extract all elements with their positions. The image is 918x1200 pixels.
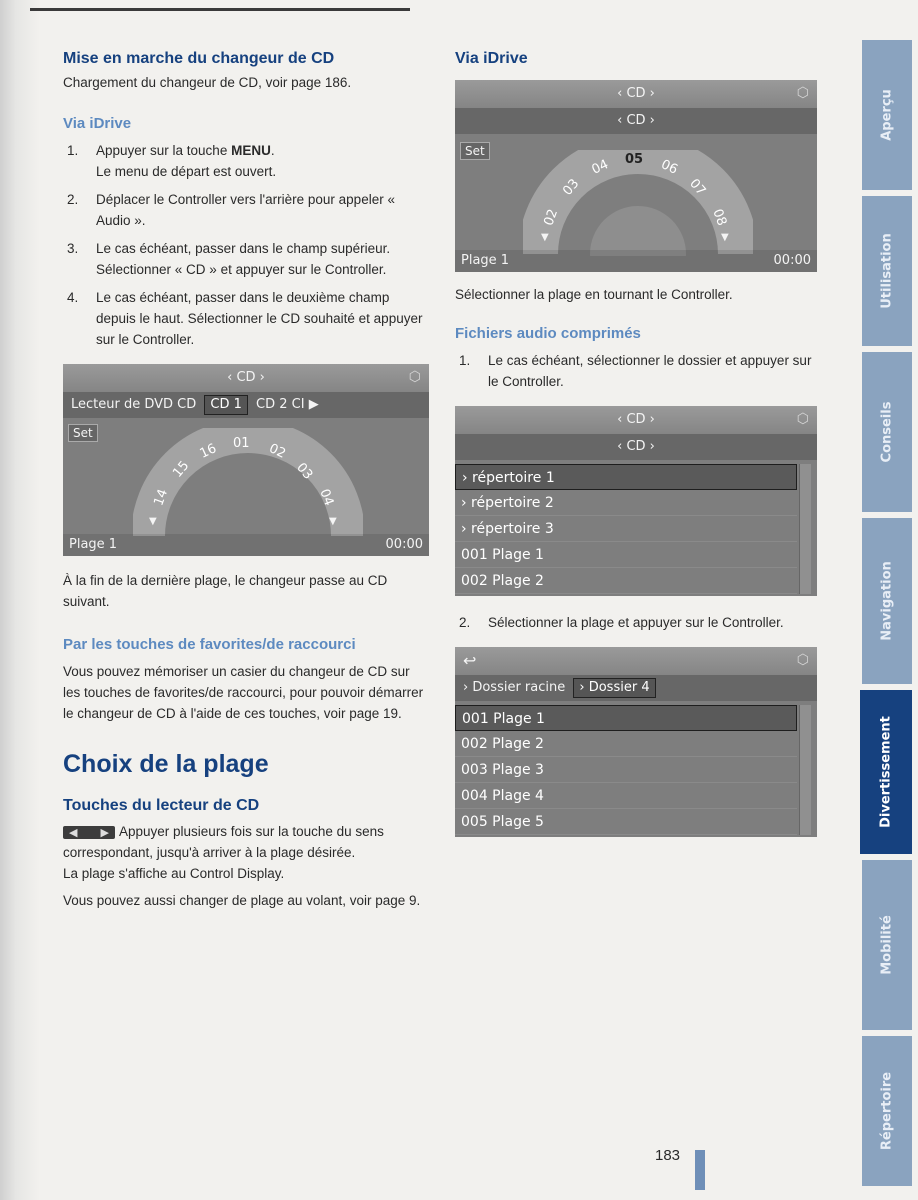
root-folder-crumb[interactable]: › Dossier racine bbox=[463, 680, 566, 695]
screen-top-bar: ‹ CD › bbox=[455, 406, 817, 434]
screen-top-bar: ‹ CD › bbox=[455, 80, 817, 108]
source-bar: ‹ CD › bbox=[455, 434, 817, 460]
track-label: 02 bbox=[541, 207, 562, 228]
menu-key-label: MENU bbox=[231, 143, 271, 158]
tab-navigation[interactable]: Navigation bbox=[862, 518, 912, 684]
page-number-bar bbox=[695, 1150, 705, 1190]
page-number: 183 bbox=[655, 1147, 681, 1164]
step-1: 1. Appuyer sur la touche MENU. Le menu de départ est ouvert. bbox=[67, 143, 277, 179]
controller-icon: ⬡ bbox=[796, 411, 809, 427]
list-scrollbar[interactable] bbox=[799, 464, 811, 594]
track-label: 01 bbox=[233, 436, 250, 451]
track-label: 03 bbox=[293, 460, 316, 483]
track-label: 04 bbox=[589, 157, 611, 178]
page-section-title: Choix de la plage bbox=[63, 750, 269, 778]
track-list bbox=[455, 705, 797, 835]
track-label: 15 bbox=[170, 458, 193, 481]
controller-icon: ⬡ bbox=[796, 652, 809, 668]
section-title-cd-changer: Mise en marche du changeur de CD bbox=[63, 50, 335, 67]
caption-next-cd: À la fin de la dernière plage, le changeur passe au CD suivant. bbox=[63, 573, 388, 609]
screen-footer bbox=[63, 534, 429, 556]
list-item-track[interactable]: 003 Plage 3 bbox=[455, 757, 797, 783]
arrow-left-icon: ▼ bbox=[149, 516, 157, 527]
list-item-track[interactable]: 001 Plage 1 bbox=[455, 705, 797, 731]
source-bar: Lecteur de DVD CD CD 1 CD 2 CI ▶ bbox=[63, 392, 429, 418]
tab-conseils[interactable]: Conseils bbox=[862, 352, 912, 512]
compressed-step-2: 2. Sélectionner la plage et appuyer sur le Controller. bbox=[459, 615, 784, 630]
list-item-track[interactable]: 005 Plage 5 bbox=[455, 809, 797, 835]
track-time: 00:00 bbox=[773, 253, 811, 268]
controller-icon: ⬡ bbox=[796, 85, 809, 101]
screen-footer bbox=[455, 250, 817, 272]
step-4: 4. Le cas échéant, passer dans le deuxième champ depuis le haut. Sélectionner le CD souhaité et appuyer sur le Controller. bbox=[67, 290, 423, 347]
favorites-text: Vous pouvez mémoriser un casier du changeur de CD sur les touches de favorites/de raccourci, pour pouvoir démarrer le changeur de CD à l'aide de ces touches, voir page 19. bbox=[63, 664, 424, 721]
source-bar: ‹ CD › bbox=[455, 108, 817, 134]
caption-turn-controller: Sélectionner la plage en tournant le Controller. bbox=[455, 287, 733, 302]
compressed-steps-list bbox=[455, 350, 825, 392]
tab-utilisation[interactable]: Utilisation bbox=[862, 196, 912, 346]
list-scrollbar[interactable] bbox=[799, 705, 811, 835]
right-column bbox=[455, 50, 825, 837]
current-folder-crumb[interactable]: › Dossier 4 bbox=[573, 678, 655, 698]
tab-divertissement[interactable]: Divertissement bbox=[860, 690, 912, 854]
current-track: Plage 1 bbox=[69, 537, 118, 552]
track-label: 16 bbox=[197, 441, 219, 462]
control-display-text: La plage s'affiche au Control Display. bbox=[63, 866, 285, 881]
arrow-right-icon: ▼ bbox=[721, 232, 729, 243]
arrow-right-icon: ▼ bbox=[329, 516, 337, 527]
track-label: 07 bbox=[686, 176, 709, 199]
track-label: 02 bbox=[266, 441, 288, 462]
list-item-folder[interactable]: › répertoire 1 bbox=[455, 464, 797, 490]
cd1-selected-pill: CD 1 bbox=[204, 395, 248, 415]
via-idrive-heading-right: Via iDrive bbox=[455, 50, 528, 67]
list-item-folder[interactable]: › répertoire 3 bbox=[455, 516, 797, 542]
list-item-track[interactable]: 002 Plage 2 bbox=[455, 731, 797, 757]
track-label: 04 bbox=[316, 487, 337, 508]
folder-list bbox=[455, 464, 797, 594]
track-label: 06 bbox=[658, 157, 680, 178]
track-label: 14 bbox=[151, 487, 172, 508]
back-icon[interactable]: ↩ bbox=[455, 647, 817, 675]
list-item-track[interactable]: 004 Plage 4 bbox=[455, 783, 797, 809]
tab-repertoire[interactable]: Répertoire bbox=[862, 1036, 912, 1186]
cd-keys-text: ◀ ▶ Appuyer plusieurs fois sur la touche du sens correspondant, jusqu'à arriver à la plage désirée. bbox=[63, 824, 384, 860]
compressed-steps-list-2 bbox=[455, 612, 825, 633]
tab-apercu[interactable]: Aperçu bbox=[862, 40, 912, 190]
idrive-screen-folders bbox=[455, 406, 817, 596]
top-rule bbox=[30, 8, 410, 11]
cd-keys-heading: Touches du lecteur de CD bbox=[63, 797, 260, 814]
set-label: Set bbox=[460, 142, 490, 160]
skip-buttons-icon: ◀ ▶ bbox=[63, 826, 115, 839]
compressed-step-1: 1. Le cas échéant, sélectionner le dossier et appuyer sur le Controller. bbox=[459, 353, 812, 389]
steering-wheel-text: Vous pouvez aussi changer de plage au volant, voir page 9. bbox=[63, 893, 421, 908]
track-time: 00:00 bbox=[385, 537, 423, 552]
idrive-screen-tracks bbox=[455, 647, 817, 837]
favorites-heading: Par les touches de favorites/de raccourci bbox=[63, 636, 356, 653]
controller-icon: ⬡ bbox=[408, 369, 421, 385]
page-spine-shadow bbox=[0, 0, 40, 1200]
idrive-steps-list bbox=[63, 140, 429, 350]
via-idrive-heading: Via iDrive bbox=[63, 115, 132, 132]
list-item-track[interactable]: 002 Plage 2 bbox=[455, 568, 797, 594]
screen-top-bar: ‹ CD › bbox=[63, 364, 429, 392]
list-item-track[interactable]: 001 Plage 1 bbox=[455, 542, 797, 568]
track-label: 03 bbox=[560, 176, 583, 199]
arrow-left-icon: ▼ bbox=[541, 232, 549, 243]
list-item-folder[interactable]: › répertoire 2 bbox=[455, 490, 797, 516]
cd-changer-loading-text: Chargement du changeur de CD, voir page 186. bbox=[63, 75, 352, 90]
idrive-screen-cd-select bbox=[63, 364, 429, 556]
set-label: Set bbox=[68, 424, 98, 442]
compressed-audio-heading: Fichiers audio comprimés bbox=[455, 325, 641, 342]
folder-path-bar bbox=[455, 675, 817, 701]
step-2: 2. Déplacer le Controller vers l'arrière pour appeler « Audio ». bbox=[67, 192, 395, 228]
track-label: 08 bbox=[709, 207, 730, 228]
track-label-current: 05 bbox=[625, 152, 644, 167]
idrive-screen-track-dial bbox=[455, 80, 817, 272]
tab-mobilite[interactable]: Mobilité bbox=[862, 860, 912, 1030]
current-track: Plage 1 bbox=[461, 253, 510, 268]
step-3: 3. Le cas échéant, passer dans le champ supérieur. Sélectionner « CD » et appuyer sur le Controller. bbox=[67, 241, 391, 277]
left-column bbox=[63, 50, 429, 911]
